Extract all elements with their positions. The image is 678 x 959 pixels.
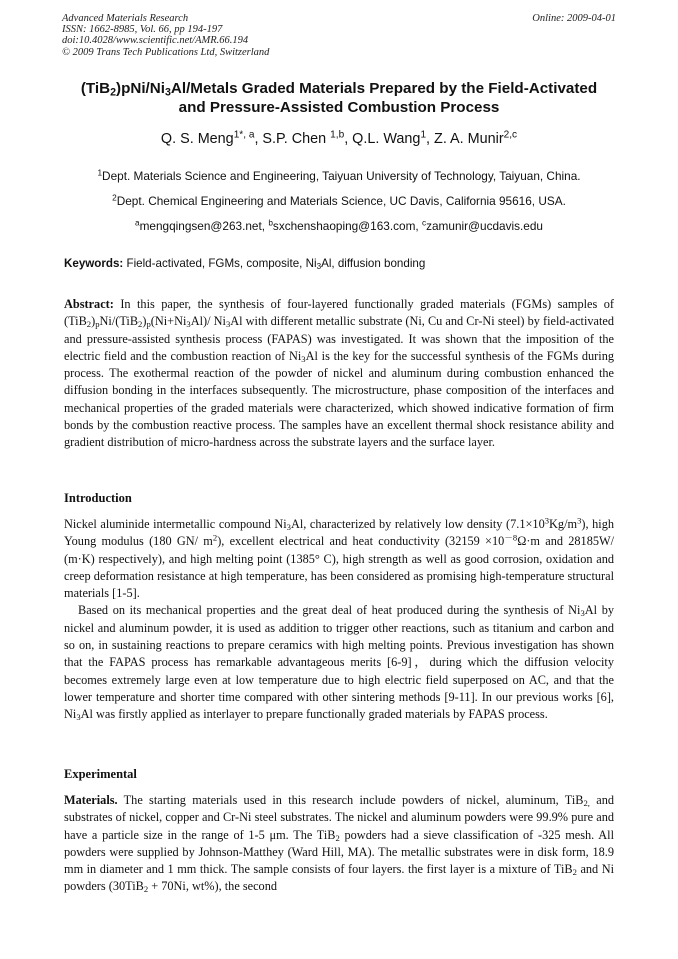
title-line-2: and Pressure-Assisted Combustion Process	[178, 99, 500, 116]
affiliation-2: $^2$Dept. Chemical Engineering and Materials Science, UC Davis, California 95616, USA.	[112, 193, 566, 208]
author-list: Q. S. Meng$^{1*, a}$, S.P. Chen $^{1,b}$, Q.L. Wang$^1$, Z. A. Munir$^{2,c}$	[160, 129, 518, 147]
online-date: Online: 2009-04-01	[532, 13, 616, 24]
issn-line: ISSN: 1662-8985, Vol. 66, pp 194-197	[62, 24, 223, 36]
materials-label: Materials.	[64, 793, 118, 807]
journal-name: Advanced Materials Research	[62, 13, 189, 24]
intro-paragraph-1: Nickel aluminide intermetallic compound $Ni_3Al$, characterized by relatively low density $(7.1\times 10^3Kg/m^3)$, high Young modulus (180 GN/ $m^2$), excellent electrical and heat conductivity ($32159 \times 10^{-8}\Omega\cdot m$ and 28185W/ (m·K) respectively), and high melting point (1385° C), high strength as well as good corrosion, oxidation and creep deformation resistance at high temperature, has been considered as promising high-temperature structural materials [1-5].	[64, 515, 615, 601]
introduction-body	[64, 516, 614, 724]
doi-line: doi:10.4028/www.scientific.net/AMR.66.194	[62, 35, 249, 47]
keywords: Keywords: Field-activated, FGMs, composite, $Ni_3Al$, diffusion bonding	[64, 257, 426, 272]
experimental-body: Materials. The starting materials used in this research include powders of nickel, aluminum, TiB$_{2,}$ and substrates of nickel, copper and Cr-Ni steel substrates. The nickel and aluminum powders were 99.9% pure and have a particle size in the range of 1-5 μm. The TiB$_2$ powders had a sieve classification of -325 mesh. All powders were supplied by Johnson-Matthey (Ward Hill, MA). The metallic substrates were in disk form, 18.9 mm in diameter and 1 mm thick. The sample consists of four layers. the first layer is a mixture of TiB$_2$ and Ni powders (30TiB$_2$ + 70Ni, wt%), the second	[64, 793, 615, 895]
abstract-label: Abstract:	[64, 297, 114, 311]
experimental-heading: Experimental	[64, 767, 137, 781]
abstract: Abstract: In this paper, the synthesis of four-layered functionally graded materials (FGMs) samples of $(TiB_2)_pNi/(TiB_2)_p(Ni+Ni_3Al)/$ $Ni_3Al$ with different metallic substrate (Ni, Cu and Cr-Ni steel) by field-activated and pressure-assisted synthesis process (FAPAS) was investigated. It was shown that the imposition of the electric field and the combustion reaction of $Ni_3Al$ is the key for the successful synthesis of the FGMs during process. The exothermal reaction of the powder of nickel and aluminum during combustion enhanced the diffusion bonding in the interfaces subsequently. The microstructure, phase composition of the interfaces and mechanical properties of the graded materials were characterized, which showed indicative formation of firm bonds by the combustion reactive process. The samples have an excellent thermal shock resistance ability and gradient distribution of micro-hardness across the substrate layers and the surface layer.	[64, 297, 614, 450]
journal-header	[62, 13, 269, 58]
affiliation-1: $^1$Dept. Materials Science and Engineering, Taiyuan University of Technology, Taiyuan, China.	[97, 168, 581, 183]
paper-title	[40, 79, 638, 117]
intro-paragraph-2: Based on its mechanical properties and the great deal of heat produced during the synthesis of $Ni_3Al$ by nickel and aluminum powder, it is used as addition to trigger other reactions, such as titanium and carbon and so on, in sustaining reactions to prepare ceramics with high melting points. Previous investigation has shown that the FAPAS process has remarkable advantageous merits [6-9]，during which the diffusion velocity becomes extremely large even at low temperature due to high electric field superposed on AC, and that the lower temperature and shorter time compared with other sintering methods [9-11]. In our previous works [6], $Ni_3Al$ was firstly applied as interlayer to prepare functionally graded materials by FAPAS process.	[64, 603, 615, 723]
title-line-1: $(TiB_2)pNi/Ni_3Al$/Metals Graded Materials Prepared by the Field-Activated	[80, 80, 598, 99]
author-emails: $^a$mengqingsen@263.net, $^b$sxchenshaoping@163.com, $^c$zamunir@ucdavis.edu	[135, 218, 543, 233]
introduction-heading: Introduction	[64, 491, 132, 505]
copyright-line: © 2009 Trans Tech Publications Ltd, Switzerland	[62, 46, 270, 58]
